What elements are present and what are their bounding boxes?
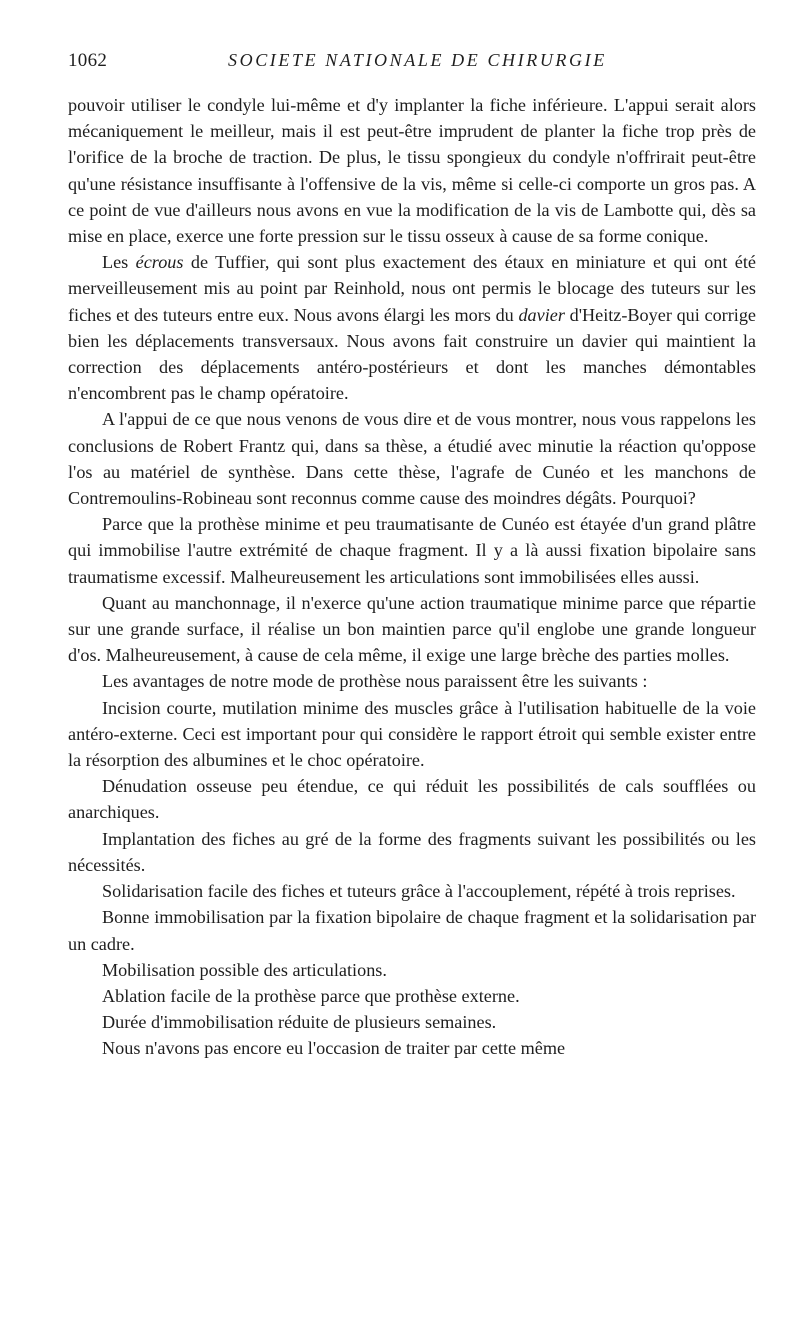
paragraph-manchonnage: Quant au manchonnage, il n'exerce qu'une action traumatique minime parce que répartie sur une grande surface, il réalise un bon maintien parce qu'il englobe une grande longueur d'os. Malheureusement, à cause de cela même, il exige une large brèche des parties molles. (68, 592, 756, 666)
paragraph-implantation: Implantation des fiches au gré de la forme des fragments suivant les possibilités ou les nécessités. (68, 828, 756, 875)
paragraph-ablation: Ablation facile de la prothèse parce que prothèse externe. (102, 985, 520, 1006)
paragraph-duree: Durée d'immobilisation réduite de plusieurs semaines. (102, 1012, 497, 1033)
journal-title: SOCIETE NATIONALE DE CHIRURGIE (228, 50, 607, 70)
italic-term-davier: davier (518, 304, 565, 325)
paragraph-immobilisation: Bonne immobilisation par la fixation bipolaire de chaque fragment et la solidarisation par un cadre. (68, 907, 756, 954)
italic-term-ecrous: écrous (135, 252, 184, 273)
paragraph-solidarisation: Solidarisation facile des fiches et tuteurs grâce à l'accouplement, répété à trois reprises. (102, 881, 736, 902)
paragraph-mobilisation: Mobilisation possible des articulations. (102, 959, 387, 980)
paragraph-cuneo: Parce que la prothèse minime et peu traumatisante de Cunéo est étayée d'un grand plâtre qui immobilise l'autre extrémité de chaque fragment. Il y a là aussi fixation bipolaire sans traumatisme excessif. Malheureusement les articulations sont immobilisées elles aussi. (68, 514, 756, 587)
text-run: de Tuffier, qui sont plus exactement des étaux en miniature et qui ont été merveilleusement mis au point par Reinhold, nous ont permis le blocage des tuteurs sur les fiches et des tuteurs entre eux. Nous avons élargi les mors du (68, 252, 756, 325)
paragraph-incision: Incision courte, mutilation minime des muscles grâce à l'utilisation habituelle de la voie antéro-externe. Ceci est important pour qui considère le rapport étroit qui semble exister entre la résorption des albumines et le choc opératoire. (68, 697, 756, 771)
paragraph-continued: pouvoir utiliser le condyle lui-même et d'y implanter la fiche inférieure. L'appui serait alors mécaniquement le meilleur, mais il est peut-être imprudent de planter la fiche trop près de l'orifice de la broche de traction. De plus, le tissu spongieux du condyle n'offrirait peut-être qu'une résistance insuffisante à l'offensive de la vis, même si celle-ci comporte un gros pas. A ce point de vue d'ailleurs nous avons en vue la modification de la vis de Lambotte qui, dès sa mise en place, exerce une forte pression sur le tissu osseux à cause de sa forme conique. (68, 95, 756, 247)
body-text (68, 92, 756, 1062)
page-number: 1062 (68, 50, 108, 71)
running-head (68, 50, 760, 74)
paragraph-final: Nous n'avons pas encore eu l'occasion de traiter par cette même (102, 1038, 566, 1059)
text-run: Les (102, 252, 136, 273)
text-run: d'Heitz-Boyer qui corrige bien les déplacements transversaux. Nous avons fait construire un davier qui maintient la correction des déplacements antéro-postérieurs et dont les manches démontables n'encombrent pas le champ opératoire. (68, 304, 757, 404)
paragraph-ecrous (68, 249, 756, 406)
paragraph-frantz: A l'appui de ce que nous venons de vous dire et de vous montrer, nous vous rappelons les conclusions de Robert Frantz qui, dans sa thèse, a étudié avec minutie la réaction qu'oppose l'os au matériel de synthèse. Dans cette thèse, l'agrafe de Cunéo et les manchons de Contremoulins-Robineau sont reconnus comme cause des moindres dégâts. Pourquoi? (68, 409, 756, 509)
paragraph-avantages: Les avantages de notre mode de prothèse nous paraissent être les suivants : (102, 671, 648, 692)
paragraph-denudation: Dénudation osseuse peu étendue, ce qui réduit les possibilités de cals soufflées ou anarchiques. (68, 776, 756, 823)
